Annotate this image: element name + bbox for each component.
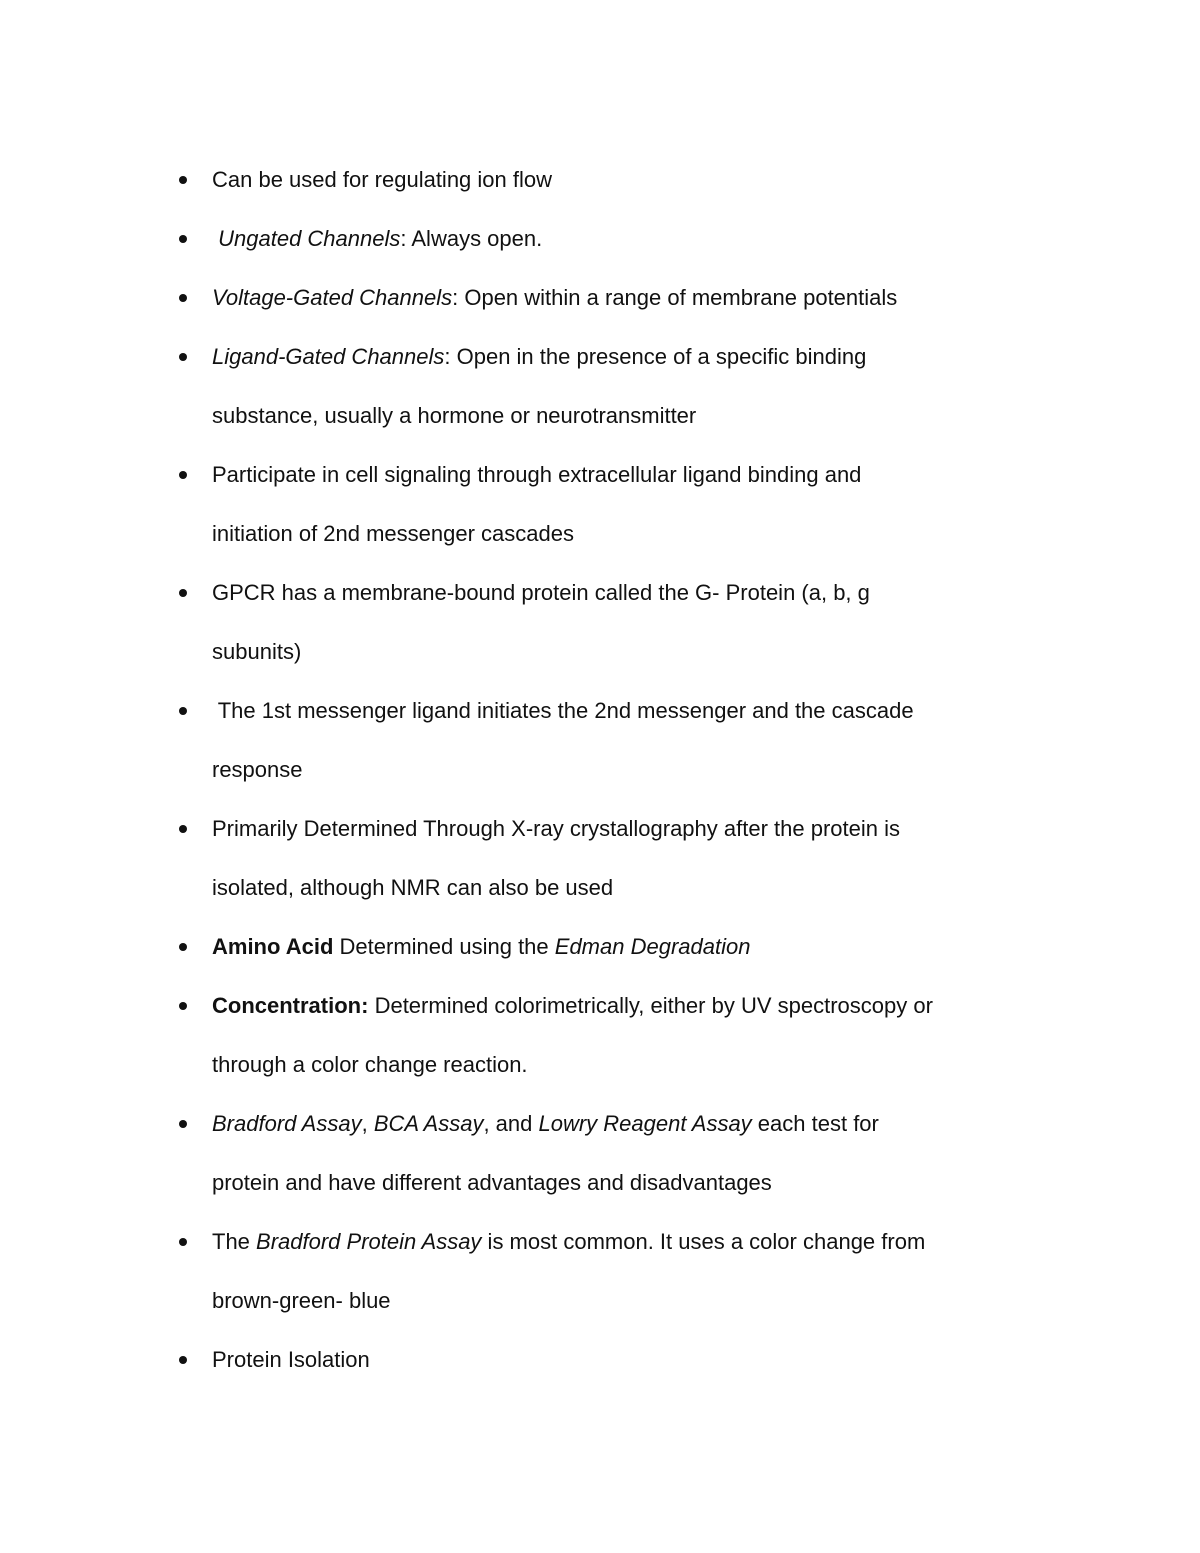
italic-term: BCA Assay [373, 1111, 484, 1136]
bullet-list [0, 150, 1200, 1389]
text-segment: Primarily Determined Through X-ray crystallography after the protein is [212, 816, 900, 841]
text-segment: GPCR has a membrane-bound protein called the G- Protein (a, b, g [212, 580, 870, 605]
bullet-icon [179, 294, 187, 302]
list-item [0, 327, 1200, 445]
bullet-slot [0, 1212, 212, 1271]
bullet-icon [179, 1356, 187, 1364]
text-segment: The [212, 1229, 257, 1254]
list-item-line [0, 150, 1200, 209]
bullet-icon [179, 1238, 187, 1246]
text-segment: : Always open. [400, 226, 543, 251]
text-segment: through a color change reaction. [212, 1052, 528, 1077]
bold-term: Amino Acid [212, 934, 334, 959]
bullet-icon [179, 1120, 187, 1128]
bullet-slot [0, 917, 212, 976]
list-item-line [0, 268, 1200, 327]
text-segment: : Open in the presence of a specific binding [444, 344, 867, 369]
bullet-icon [179, 235, 187, 243]
text-segment: Determined colorimetrically, either by UV spectroscopy or [368, 993, 933, 1018]
bullet-slot [0, 268, 212, 327]
list-item [0, 563, 1200, 681]
bullet-slot [0, 1330, 212, 1389]
text-segment: Participate in cell signaling through extracellular ligand binding and [212, 462, 862, 487]
list-item-line [0, 1094, 1200, 1153]
bullet-slot [0, 445, 212, 504]
text-segment: subunits) [212, 639, 302, 664]
text-segment: brown-green- blue [212, 1288, 391, 1313]
list-item [0, 976, 1200, 1094]
bold-term: Concentration: [212, 993, 369, 1018]
text-segment: initiation of 2nd messenger cascades [212, 521, 574, 546]
bullet-slot [0, 327, 212, 386]
text-segment: , [361, 1111, 374, 1136]
text-segment: The 1st messenger ligand initiates the 2nd messenger and the cascade [212, 698, 914, 723]
list-item [0, 681, 1200, 799]
italic-term: Bradford Assay [212, 1111, 362, 1136]
bullet-icon [179, 176, 187, 184]
list-item [0, 209, 1200, 268]
text-segment: Can be used for regulating ion flow [212, 167, 552, 192]
text-segment: substance, usually a hormone or neurotransmitter [212, 403, 697, 428]
bullet-icon [179, 943, 187, 951]
bullet-icon [179, 825, 187, 833]
list-item-line [0, 1035, 1200, 1094]
list-item-line [0, 799, 1200, 858]
text-segment: is most common. It uses a color change from [481, 1229, 926, 1254]
list-item [0, 917, 1200, 976]
bullet-slot [0, 150, 212, 209]
bullet-icon [179, 589, 187, 597]
list-item [0, 1330, 1200, 1389]
list-item-line [0, 327, 1200, 386]
text-segment: response [212, 757, 303, 782]
italic-term: Voltage-Gated Channels [212, 285, 453, 310]
list-item-line [0, 1212, 1200, 1271]
bullet-slot [0, 1094, 212, 1153]
list-item-line [0, 858, 1200, 917]
italic-term: Bradford Protein Assay [256, 1229, 482, 1254]
list-item-line [0, 563, 1200, 622]
bullet-icon [179, 353, 187, 361]
bullet-icon [179, 471, 187, 479]
list-item-line [0, 976, 1200, 1035]
bullet-slot [0, 799, 212, 858]
list-item-line [0, 504, 1200, 563]
italic-term: Ungated Channels [218, 226, 401, 251]
list-item-line [0, 386, 1200, 445]
bullet-slot [0, 209, 212, 268]
bullet-slot [0, 563, 212, 622]
italic-term: Lowry Reagent Assay [538, 1111, 752, 1136]
list-item-line [0, 209, 1200, 268]
list-item [0, 268, 1200, 327]
list-item-line [0, 622, 1200, 681]
list-item-line [0, 1153, 1200, 1212]
list-item [0, 445, 1200, 563]
bullet-icon [179, 1002, 187, 1010]
text-segment: isolated, although NMR can also be used [212, 875, 614, 900]
list-item [0, 150, 1200, 209]
italic-term: Edman Degradation [554, 934, 751, 959]
list-item-line [0, 740, 1200, 799]
list-item-line [0, 681, 1200, 740]
list-item [0, 1094, 1200, 1212]
list-item-line [0, 1271, 1200, 1330]
text-segment: protein and have different advantages and disadvantages [212, 1170, 772, 1195]
italic-term: Ligand-Gated Channels [212, 344, 445, 369]
bullet-icon [179, 707, 187, 715]
list-item [0, 1212, 1200, 1330]
text-segment: , and [483, 1111, 539, 1136]
text-segment: Protein Isolation [212, 1347, 370, 1372]
text-segment: each test for [751, 1111, 879, 1136]
text-segment: : Open within a range of membrane potentials [452, 285, 898, 310]
bullet-slot [0, 681, 212, 740]
list-item [0, 799, 1200, 917]
list-item-line [0, 917, 1200, 976]
bullet-slot [0, 976, 212, 1035]
list-item-line [0, 445, 1200, 504]
list-item-line [0, 1330, 1200, 1389]
text-segment: Determined using the [333, 934, 555, 959]
